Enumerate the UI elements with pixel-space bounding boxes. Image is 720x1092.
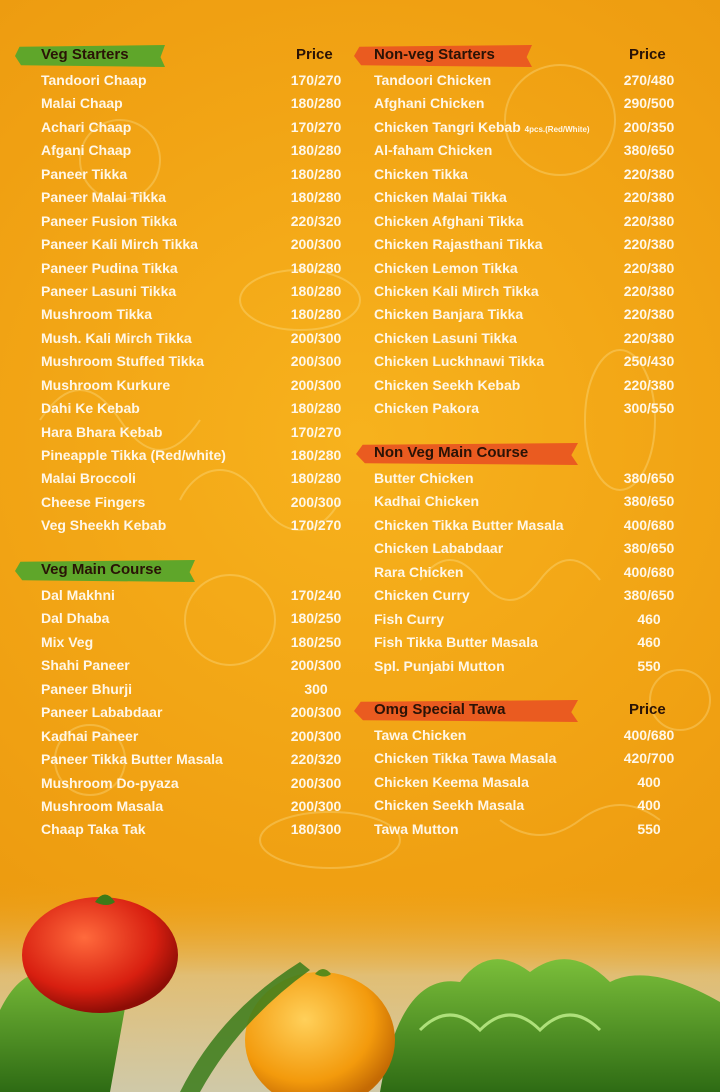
item-name-text: Chicken Luckhnawi Tikka	[374, 353, 545, 370]
veg-starters-section	[0, 45, 360, 538]
menu-item	[352, 139, 720, 162]
menu-item	[0, 233, 360, 256]
item-name	[41, 587, 115, 603]
menu-item	[0, 186, 360, 209]
menu-item	[0, 701, 360, 724]
item-name-text: Chicken Pakora	[374, 400, 480, 417]
menu-item	[0, 350, 360, 373]
item-price: 380/650	[623, 470, 675, 486]
menu-item	[352, 116, 720, 139]
menu-item	[352, 303, 720, 326]
item-price: 180/280	[290, 306, 342, 323]
item-price: 180/280	[290, 447, 342, 463]
item-name	[374, 634, 538, 650]
menu-item	[352, 92, 720, 115]
menu-item	[352, 818, 720, 841]
item-name-text: Butter Chicken	[374, 470, 474, 486]
item-name-text: Chicken Lasuni Tikka	[374, 329, 517, 346]
item-name	[374, 72, 491, 88]
item-name-text: Mushroom Kurkure	[41, 376, 171, 393]
item-name-text: Veg Sheekh Kebab	[41, 517, 167, 534]
item-price: 180/250	[290, 633, 342, 650]
item-price: 200/300	[290, 797, 342, 814]
menu-item	[352, 327, 720, 350]
item-name	[374, 564, 463, 580]
item-price: 180/250	[290, 610, 342, 627]
item-name-text: Dal Makhni	[41, 587, 115, 603]
menu-item	[352, 374, 720, 397]
item-price: 220/380	[623, 282, 675, 299]
item-name	[374, 306, 523, 322]
item-price: 400	[637, 797, 661, 814]
item-name	[41, 330, 192, 346]
item-price: 200/300	[290, 236, 342, 253]
menu-item	[352, 69, 720, 92]
item-name-text: Chicken Afghani Tikka	[374, 212, 524, 229]
item-name-text: Malai Broccoli	[41, 470, 136, 487]
item-name	[374, 283, 539, 299]
section-title: Omg Special Tawa	[374, 701, 506, 718]
item-price: 250/430	[623, 353, 675, 370]
menu-list	[0, 69, 360, 538]
item-name	[374, 166, 468, 182]
item-name	[41, 681, 132, 697]
item-price: 180/300	[290, 821, 342, 838]
item-price: 200/300	[290, 657, 342, 674]
section-title: Veg Starters	[41, 46, 129, 63]
item-price: 200/300	[290, 774, 342, 791]
item-name-text: Mushroom Masala	[41, 797, 164, 814]
menu-item	[0, 92, 360, 115]
item-name-text: Fish Curry	[374, 610, 445, 627]
item-price: 220/380	[623, 329, 675, 346]
item-name	[374, 587, 470, 603]
item-price: 200/300	[290, 376, 342, 393]
item-name	[41, 95, 123, 111]
item-name-text: Chicken Lemon Tikka	[374, 259, 518, 276]
item-name-text: Mush. Kali Mirch Tikka	[41, 329, 192, 346]
item-price: 180/280	[290, 282, 342, 299]
item-price: 400/680	[623, 563, 675, 580]
item-price: 220/380	[623, 189, 675, 206]
item-name	[41, 424, 162, 440]
menu-item	[0, 139, 360, 162]
section-title: Non Veg Main Course	[374, 444, 529, 461]
item-price: 220/380	[623, 236, 675, 253]
item-name	[374, 189, 507, 205]
item-price: 220/380	[623, 306, 675, 323]
item-name-text: Fish Tikka Butter Masala	[374, 634, 538, 651]
item-price: 380/650	[623, 493, 675, 510]
menu-item	[352, 467, 720, 490]
item-price: 550	[637, 820, 661, 837]
menu-item	[0, 491, 360, 514]
item-name	[41, 72, 147, 88]
item-price: 550	[637, 657, 661, 674]
item-name	[41, 400, 140, 416]
item-name	[41, 306, 152, 322]
menu-item	[352, 724, 720, 747]
item-name	[41, 353, 204, 369]
item-name-text: Kadhai Paneer	[41, 727, 139, 744]
menu-item	[0, 257, 360, 280]
item-name	[41, 728, 138, 744]
item-name	[374, 236, 543, 252]
item-price: 170/240	[290, 587, 342, 603]
item-name	[41, 634, 93, 650]
item-name-text: Chicken Tikka	[374, 165, 468, 182]
menu-item	[0, 818, 360, 841]
item-price: 400/680	[623, 727, 675, 743]
item-name	[41, 142, 131, 158]
item-name	[41, 798, 163, 814]
item-name-text: Mushroom Do-pyaza	[41, 774, 179, 791]
menu-item	[0, 748, 360, 771]
menu-item	[0, 303, 360, 326]
menu-item	[352, 163, 720, 186]
item-price: 270/480	[623, 72, 675, 88]
menu-item	[0, 772, 360, 795]
menu-item	[352, 584, 720, 607]
item-name	[374, 95, 484, 111]
item-price: 400	[637, 773, 661, 790]
menu-item	[0, 280, 360, 303]
item-name-text: Chicken Banjara Tikka	[374, 306, 524, 323]
item-price: 170/270	[290, 118, 342, 135]
price-header: Price	[629, 701, 666, 718]
item-name-text: Tawa Chicken	[374, 727, 467, 743]
item-price: 180/280	[290, 470, 342, 487]
menu-item	[352, 350, 720, 373]
menu-item	[0, 210, 360, 233]
menu-item	[352, 608, 720, 631]
item-name	[41, 751, 223, 767]
item-name	[41, 213, 177, 229]
item-name	[374, 470, 474, 486]
item-name-text: Spl. Punjabi Mutton	[374, 657, 505, 674]
item-name	[374, 797, 524, 813]
item-name-text: Mushroom Tikka	[41, 306, 152, 323]
item-price: 180/280	[290, 400, 342, 417]
item-name	[374, 377, 520, 393]
item-name-text: Afghani Chicken	[374, 95, 485, 112]
vegetable-decoration	[0, 880, 720, 1092]
item-name	[374, 353, 544, 369]
menu-list	[352, 724, 720, 841]
menu-item	[0, 327, 360, 350]
item-name-text: Chicken Lababdaar	[374, 540, 504, 557]
item-name-text: Paneer Bhurji	[41, 680, 133, 697]
tawa-section	[352, 700, 720, 841]
item-name	[374, 540, 503, 556]
item-price: 220/380	[623, 259, 675, 276]
item-price: 290/500	[623, 95, 675, 112]
item-name-text: Chicken Tangri Kebab	[374, 118, 521, 135]
item-price: 420/700	[623, 750, 675, 767]
item-name	[41, 283, 176, 299]
menu-item	[352, 514, 720, 537]
menu-item	[352, 210, 720, 233]
menu-item	[0, 607, 360, 630]
item-name	[41, 166, 127, 182]
item-name	[374, 330, 517, 346]
item-name	[41, 189, 166, 205]
item-name-text: Chicken Keema Masala	[374, 773, 529, 790]
item-name-text: Chicken Curry	[374, 587, 470, 604]
menu-item	[352, 233, 720, 256]
menu-item	[352, 631, 720, 654]
item-note: 4pcs.(Red/White)	[524, 124, 590, 134]
item-name	[374, 750, 556, 766]
item-price: 200/300	[290, 329, 342, 346]
item-price: 200/300	[290, 704, 342, 721]
item-name	[374, 493, 479, 509]
item-name	[374, 611, 444, 627]
item-name-text: Dahi Ke Kebab	[41, 400, 140, 417]
menu-item	[0, 421, 360, 444]
menu-item	[352, 537, 720, 560]
item-name	[41, 260, 178, 276]
item-price: 380/650	[623, 142, 675, 159]
nonveg-main-section	[352, 443, 720, 678]
item-name-text: Mushroom Stuffed Tikka	[41, 353, 205, 370]
menu-item	[0, 444, 360, 467]
item-name-text: Chicken Seekh Kebab	[374, 376, 521, 393]
item-price: 200/300	[290, 493, 342, 510]
item-name	[41, 447, 226, 463]
item-price: 220/380	[623, 212, 675, 229]
item-name	[41, 610, 109, 626]
item-name	[374, 142, 492, 158]
menu-item	[0, 116, 360, 139]
menu-item	[0, 678, 360, 701]
item-name-text: Chicken Malai Tikka	[374, 189, 507, 206]
item-name	[374, 821, 459, 837]
item-price: 180/280	[290, 142, 342, 159]
item-name-text: Chicken Tikka Tawa Masala	[374, 750, 557, 767]
menu-item	[0, 514, 360, 537]
price-header: Price	[296, 46, 333, 63]
menu-item	[352, 257, 720, 280]
item-price: 180/280	[290, 189, 342, 206]
item-name-text: Kadhai Chicken	[374, 493, 480, 510]
item-name	[41, 119, 131, 135]
item-price: 180/280	[290, 165, 342, 182]
item-name-text: Paneer Lasuni Tikka	[41, 282, 177, 299]
item-name-text: Achari Chaap	[41, 118, 132, 135]
menu-item	[0, 795, 360, 818]
item-name	[41, 236, 198, 252]
item-price: 170/270	[290, 72, 342, 88]
menu-item	[352, 561, 720, 584]
item-name-text: Tandoori Chicken	[374, 72, 492, 88]
item-name-text: Paneer Kali Mirch Tikka	[41, 236, 198, 253]
item-price: 200/300	[290, 353, 342, 370]
item-name-text: Mix Veg	[41, 633, 94, 650]
item-name	[41, 494, 145, 510]
item-price: 200/350	[623, 118, 675, 135]
item-price: 170/270	[290, 517, 342, 534]
item-price: 220/380	[623, 376, 675, 393]
item-name-text: Tandoori Chaap	[41, 72, 147, 88]
item-name-text: Afgani Chaap	[41, 142, 132, 159]
item-name	[374, 213, 523, 229]
item-name-text: Shahi Paneer	[41, 657, 130, 674]
item-name	[374, 774, 529, 790]
item-name-text: Tawa Mutton	[374, 820, 459, 837]
item-name	[374, 400, 479, 416]
menu-item	[0, 163, 360, 186]
item-name	[41, 775, 179, 791]
item-name-text: Hara Bhara Kebab	[41, 423, 163, 440]
item-name-text: Rara Chicken	[374, 563, 464, 580]
item-name-text: Chicken Tikka Butter Masala	[374, 516, 564, 533]
menu-item	[0, 631, 360, 654]
menu-item	[352, 771, 720, 794]
item-name-text: Pineapple Tikka (Red/white)	[41, 447, 226, 463]
menu-item	[352, 794, 720, 817]
item-name	[374, 658, 505, 674]
item-name	[41, 470, 136, 486]
menu-item	[352, 490, 720, 513]
item-price: 220/320	[290, 212, 342, 229]
menu-item	[352, 397, 720, 420]
item-name-text: Paneer Malai Tikka	[41, 189, 167, 206]
item-name	[41, 517, 166, 533]
menu-item	[352, 280, 720, 303]
item-name	[41, 377, 170, 393]
item-name	[41, 821, 146, 837]
item-price: 380/650	[623, 587, 675, 604]
item-name-text: Chicken Kali Mirch Tikka	[374, 282, 539, 299]
menu-list	[352, 69, 720, 421]
item-price: 220/380	[623, 165, 675, 182]
section-title: Veg Main Course	[41, 561, 162, 578]
item-price: 460	[637, 610, 661, 627]
item-name	[41, 657, 130, 673]
price-header: Price	[629, 46, 666, 63]
item-name-text: Chaap Taka Tak	[41, 821, 146, 838]
item-name	[374, 260, 518, 276]
item-price: 170/270	[290, 423, 342, 440]
item-price: 180/280	[290, 259, 342, 276]
item-price: 400/680	[623, 516, 675, 533]
item-name-text: Chicken Seekh Masala	[374, 797, 525, 814]
item-price: 300/550	[623, 400, 675, 417]
menu-item	[352, 186, 720, 209]
item-name-text: Paneer Tikka Butter Masala	[41, 751, 223, 768]
menu-item	[352, 655, 720, 678]
item-name	[374, 727, 466, 743]
item-price: 380/650	[623, 540, 675, 557]
menu-item	[0, 374, 360, 397]
item-name-text: Paneer Tikka	[41, 165, 128, 182]
item-name-text: Chicken Rajasthani Tikka	[374, 236, 543, 253]
menu-item	[0, 69, 360, 92]
item-name	[374, 119, 590, 135]
item-name-text: Al-faham Chicken	[374, 142, 493, 159]
nonveg-starters-section	[352, 45, 720, 421]
item-name-text: Malai Chaap	[41, 95, 123, 112]
veg-main-section	[0, 560, 360, 842]
item-name-text: Cheese Fingers	[41, 493, 146, 510]
menu-item	[0, 397, 360, 420]
item-price: 200/300	[290, 727, 342, 744]
menu-item	[0, 467, 360, 490]
section-title: Non-veg Starters	[374, 46, 495, 63]
item-price: 300	[304, 680, 328, 697]
item-name	[374, 517, 564, 533]
item-price: 220/320	[290, 751, 342, 768]
item-price: 460	[637, 634, 661, 651]
menu-item	[352, 747, 720, 770]
menu-item	[0, 725, 360, 748]
item-name-text: Paneer Lababdaar	[41, 704, 163, 721]
menu-item	[0, 654, 360, 677]
item-name-text: Paneer Fusion Tikka	[41, 212, 177, 229]
menu-list	[0, 584, 360, 842]
menu-list	[352, 467, 720, 678]
menu-item	[0, 584, 360, 607]
item-name-text: Dal Dhaba	[41, 610, 110, 627]
item-name-text: Paneer Pudina Tikka	[41, 259, 178, 276]
item-name	[41, 704, 162, 720]
item-price: 180/280	[290, 95, 342, 112]
